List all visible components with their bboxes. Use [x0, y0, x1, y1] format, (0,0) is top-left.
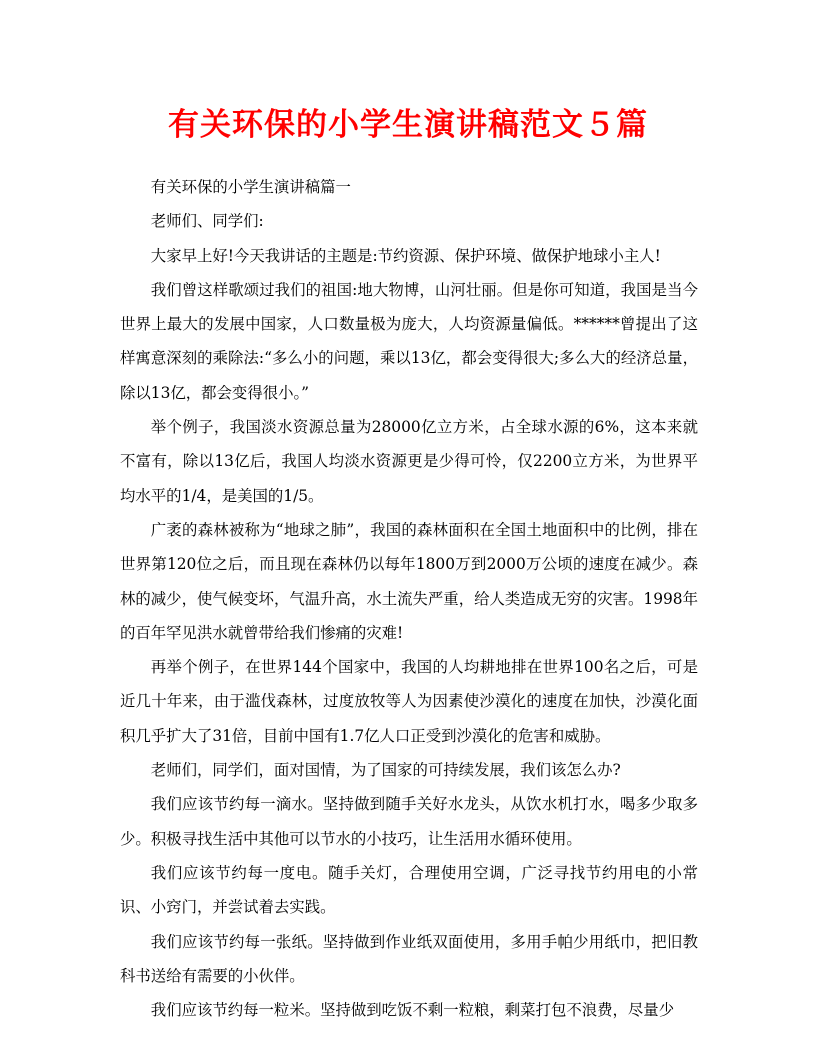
paragraph: 我们应该节约每一粒米。坚持做到吃饭不剩一粒粮，剩菜打包不浪费，尽量少 [150, 1001, 675, 1020]
paragraph: 我们应该节约每一度电。随手关灯，合理使用空调，广泛寻找节约用电的小常识、小窍门，并尝试着去实践。 [120, 863, 698, 917]
paragraph: 举个例子，我国淡水资源总量为28000亿立方米，占全球水源的6%，这本来就不富有，除以13亿后，我国人均淡水资源更是少得可怜，仅2200立方米，为世界平均水平的1/4，是美国的1/5。 [120, 418, 698, 505]
paragraph: 大家早上好!今天我讲话的主题是:节约资源、保护环境、做保护地球小主人! [150, 246, 661, 265]
section-heading: 有关环保的小学生演讲稿篇一 [150, 178, 351, 196]
paragraph: 老师们，同学们，面对国情，为了国家的可持续发展，我们该怎么办? [150, 761, 621, 780]
paragraph: 我们应该节约每一张纸。坚持做到作业纸双面使用，多用手帕少用纸巾，把旧教科书送给有需要的小伙伴。 [120, 932, 698, 985]
document-body [120, 170, 698, 1027]
paragraph: 我们曾这样歌颂过我们的祖国:地大物博，山河壮丽。但是你可知道，我国是当今世界上最大的发展中国家，人口数量极为庞大，人均资源量偏低。******曾提出了这样寓意深刻的乘除法:“多么小的问题，乘以13亿，都会变得很大;多么大的经济总量，除以13亿，都会变得很小。” [120, 280, 698, 402]
paragraph: 我们应该节约每一滴水。坚持做到随手关好水龙头，从饮水机打水，喝多少取多少。积极寻找生活中其他可以节水的小技巧，让生活用水循环使用。 [120, 795, 698, 848]
document-title: 有关环保的小学生演讲稿范文５篇 [168, 107, 648, 143]
paragraph: 广袤的森林被称为“地球之肺”，我国的森林面积在全国土地面积中的比例，排在世界第120位之后，而且现在森林仍以每年1800万到2000万公顷的速度在减少。森林的减少，使气候变坏，气温升高，水土流失严重，给人类造成无穷的灾害。1998年的百年罕见洪水就曾带给我们惨痛的灾难! [120, 520, 698, 642]
paragraph: 再举个例子，在世界144个国家中，我国的人均耕地排在世界100名之后，可是近几十年来，由于滥伐森林，过度放牧等人为因素使沙漠化的速度在加快，沙漠化面积几乎扩大了31倍，目前中国有1.7亿人口正受到沙漠化的危害和威胁。 [120, 658, 698, 745]
salutation: 老师们、同学们: [150, 212, 264, 231]
